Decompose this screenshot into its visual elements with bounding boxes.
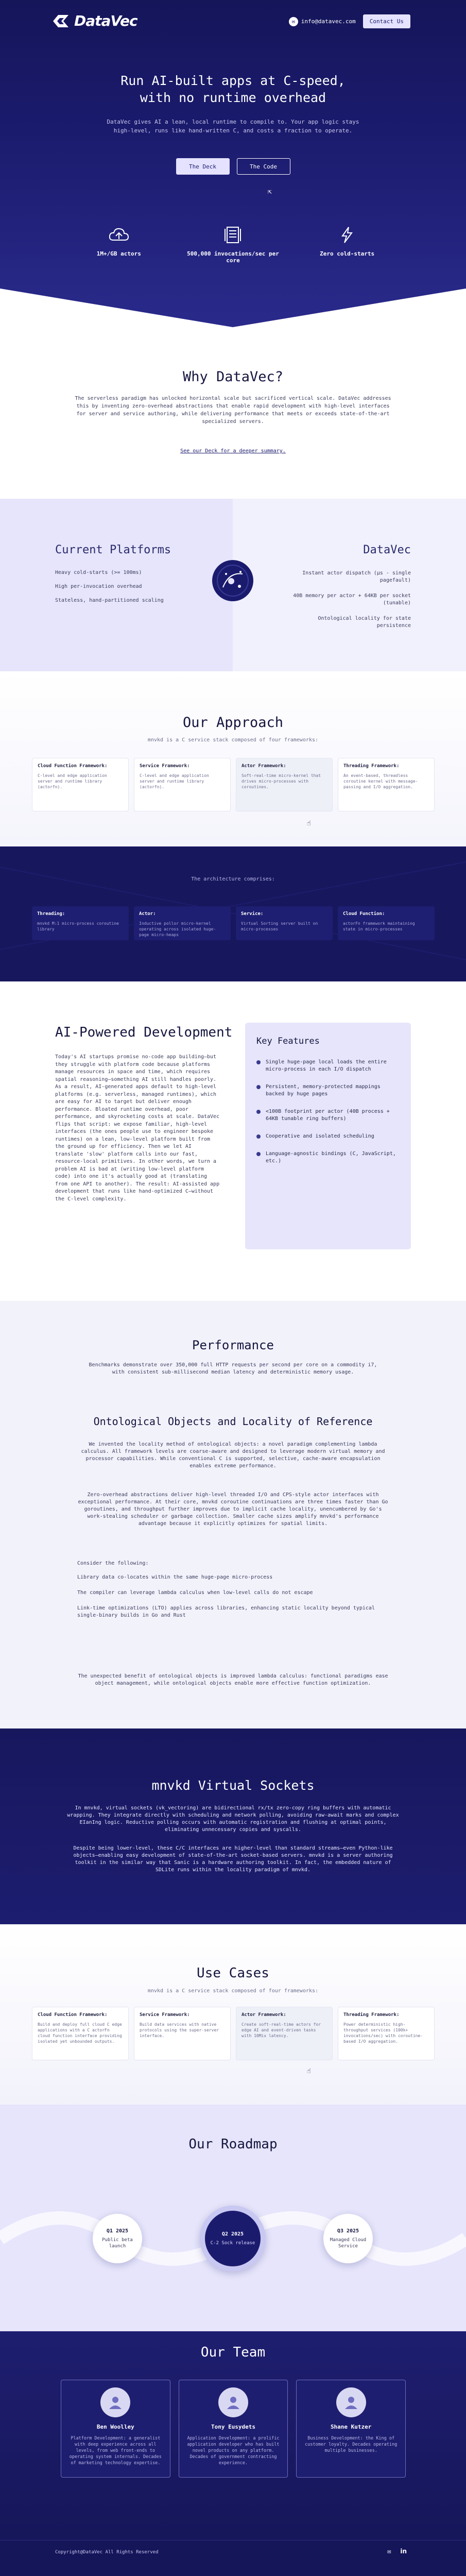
list-item: [256, 1059, 400, 1073]
arch-cards: [32, 906, 435, 940]
list-item: Heavy cold-starts (>= 100ms): [55, 570, 142, 575]
member-name: Shane Kutzer: [330, 2424, 372, 2430]
arch-card: [338, 906, 435, 940]
ontology-conclusion: The unexpected benefit of ontological objects is improved lambda calculus: functional paradigms ease object management, while ontological objects enable more effective function optimization.: [78, 1673, 388, 1686]
list-item: [256, 1108, 400, 1123]
use-case-card: [338, 2007, 435, 2060]
list-item: Library data co-locates within the same huge-page micro-process: [77, 1574, 273, 1580]
why-body: The serverless paradigm has unlocked horizontal scale but sacrificed vertical scale. DataVec addresses this by inventing zero-overhead abstractions that enable rapid development with high-level interfaces for server and service authoring, while delivering performance that meets or exceeds state-of-the-art specialized servers.: [75, 396, 391, 425]
stat-text: Zero cold-starts: [320, 250, 375, 257]
nav-logo[interactable]: [51, 12, 137, 29]
roadmap-desc: C-2 Sock release: [210, 2240, 255, 2246]
card-body: Build and deploy full cloud C edge applications with a C actorFn cloud function interface providing isolated yet unbounded outputs.: [38, 2022, 122, 2044]
team-cards: [61, 2380, 406, 2478]
card-body: An event-based, threadless coroutine kernel with message-passing and I/O aggregation.: [343, 773, 418, 789]
card-title: Threading:: [37, 911, 65, 917]
user-icon: [226, 2395, 241, 2410]
document-icon: [222, 226, 244, 244]
card-body: Create soft-real-time actors for edge AI and event-driven tasks with 10Mix latency.: [241, 2022, 321, 2038]
roadmap-desc: Managed Cloud Service: [330, 2237, 367, 2249]
approach-cards: [32, 758, 435, 811]
stat-text: 1M+/GB actors: [96, 250, 141, 257]
architecture-section: [0, 846, 466, 981]
roadmap-node-q1: [93, 2214, 142, 2263]
copyright-text: Copyright@DataVec All Rights Reserved: [55, 2550, 159, 2555]
avatar: [336, 2387, 366, 2417]
current-platforms-list: [55, 570, 164, 612]
cloud-icon: [108, 226, 130, 244]
hero-sub-line1: DataVec gives AI a lean, local runtime to compile to. Your app logic stays: [107, 118, 359, 125]
card-body: C-level and edge application server and runtime library (actorfn).: [140, 773, 209, 789]
card-title: Threading Framework:: [343, 2012, 400, 2018]
stat-text: 500,000 invocations/sec per core: [187, 250, 279, 264]
performance-body: Benchmarks demonstrate over 350,000 full HTTP requests per second per core on a commodity i7, with consistent sub-millisecond median latency and deterministic memory usage.: [89, 1362, 377, 1375]
card-title: Service Framework:: [140, 764, 190, 769]
card-title: Actor:: [139, 911, 156, 917]
current-platforms-panel: [0, 499, 233, 671]
footer-social-icons: [387, 2548, 407, 2555]
card-body: Soft-real-time micro-kernel that drives micro-processes with coroutines.: [241, 773, 321, 789]
use-case-card: [134, 2007, 231, 2060]
pointer-cursor-icon: ☝: [307, 2067, 311, 2075]
key-features-panel: [245, 1023, 411, 1249]
user-icon: [108, 2395, 123, 2410]
use-case-card: [32, 2007, 129, 2060]
why-section: [0, 330, 466, 500]
datavec-list: [292, 570, 411, 638]
performance-title: Performance: [192, 1338, 274, 1352]
use-case-cards: [32, 2007, 435, 2060]
member-bio: Business Development: the King of customer loyalty. Decades operating multiple businesses.: [305, 2436, 398, 2453]
logo-text: DataVec: [74, 12, 137, 29]
arch-card: [32, 906, 129, 940]
card-body: Inductive pollor micro-kernel operating across isolated huge-page micro-heaps: [139, 921, 216, 937]
list-item: 40B memory per actor + 64KB per socket (tunable): [293, 593, 411, 606]
roadmap-title: Our Roadmap: [188, 2137, 278, 2152]
stat-actors: [73, 226, 165, 264]
hero-chevron-divider: [0, 278, 466, 330]
card-title: Service Framework:: [140, 2012, 190, 2018]
card-title: Actor Framework:: [241, 764, 286, 769]
card-title: Cloud Function:: [343, 911, 385, 917]
use-case-card: [236, 2007, 333, 2060]
team-title: Our Team: [200, 2345, 266, 2360]
list-item: [256, 1150, 400, 1165]
nav-email-text: info@datavec.com: [301, 18, 356, 25]
avatar: [100, 2387, 130, 2417]
the-code-button[interactable]: The Code: [237, 158, 290, 175]
approach-section: [0, 671, 466, 846]
list-item: The compiler can leverage lambda calculus when low-level calls do not escape: [77, 1590, 313, 1596]
why-title: Why DataVec?: [182, 369, 284, 385]
member-bio: Application Development: a prolific application developer who has built novel products on any platform. Decades of government contracting experience.: [187, 2436, 280, 2466]
approach-title: Our Approach: [182, 715, 284, 731]
list-item: Instant actor dispatch (µs - single pagefault): [302, 570, 411, 583]
team-member-card: [179, 2380, 288, 2478]
card-body: actorFn framework maintaining state in micro-processes: [343, 921, 415, 931]
list-item: Link-time optimizations (LTO) applies across libraries, enhancing static locality beyond typical single-binary builds in Go and Rust: [77, 1605, 375, 1618]
hero-buttons: [0, 158, 466, 175]
team-section: [0, 2331, 466, 2540]
bolt-icon: [336, 226, 358, 244]
approach-card: [338, 758, 435, 811]
stat-invocations: [186, 226, 279, 264]
list-item: [256, 1133, 400, 1140]
cosmic-emblem-icon: [209, 556, 257, 605]
datavec-panel: [233, 499, 466, 671]
hero-section: [0, 0, 466, 330]
ai-development-section: [0, 981, 466, 1301]
sockets-title: mnvkd Virtual Sockets: [151, 1778, 315, 1793]
stats-row: [0, 226, 466, 264]
datavec-title: DataVec: [363, 544, 411, 556]
arch-card: [134, 906, 231, 940]
card-title: Cloud Function Framework:: [38, 2012, 108, 2018]
approach-card: [32, 758, 129, 811]
roadmap-desc: Public beta launch: [102, 2237, 133, 2249]
list-item: High per-invocation overhead: [55, 584, 142, 589]
key-features-title: Key Features: [256, 1036, 320, 1046]
card-body: Power deterministic high-throughput services (100k+ invocations/sec) with coroutine-based I/O aggregation.: [343, 2022, 423, 2044]
use-cases-title: Use Cases: [197, 1965, 269, 1981]
ai-body: Today's AI startups promise no-code app building—but they struggle with platform code because platforms manage resources in space and time, which requires spatial reasoning—something AI still handles poorly. As a result, AI-generated apps default to high-level platforms (e.g. serverless, managed runtimes), which are easy for AI to target but deliver enough performance. Bloated runtime overhead, poor performance, and skyrocketing costs at scale. DataVec flips that script: we expose familiar, high-level interfaces (the ones people use to engineer bespoke runtimes) on a lean, low-level platform built from the ground up for efficiency. Then we let AI translate 'slow' platform calls into our fast, resource-local primitives. In other words, we turn a problem AI is bad at (writing low-level platform code) into one it's actually good at (translating from one API to another). The result: AI-assisted app development that runs like hand-optimized C—without the C-level complexity.: [55, 1054, 220, 1202]
hero-title-line2: with no runtime overhead: [140, 90, 326, 105]
approach-card: [236, 758, 333, 811]
ontology-title: Ontological Objects and Locality of Reference: [93, 1415, 373, 1428]
stat-cold-starts: [301, 226, 393, 264]
hero-sub-line2: high-level, runs like hand-written C, and costs a fraction to operate.: [113, 127, 353, 134]
ontology-body-1: We invented the locality method of ontological objects: a novel paradigm complementing lambda calculus. All framework levels are coarse-aware and designed to leverage modern virtual memory and processor capabilities. While conventional C is supported, selective, cache-aware encapsulation enables extreme performance.: [81, 1442, 385, 1469]
the-deck-button[interactable]: The Deck: [176, 158, 230, 175]
card-title: Service:: [241, 911, 264, 917]
hero-title-line1: Run AI-built apps at C-speed,: [120, 73, 346, 88]
hero-subtitle: [0, 117, 466, 135]
card-body: Virtual Sorting server built on micro-processes: [241, 921, 318, 931]
approach-subtitle: mnvkd is a C service stack composed of four frameworks:: [147, 737, 319, 743]
list-item: [256, 1083, 400, 1098]
roadmap-section: [0, 2105, 466, 2331]
list-item: Stateless, hand-partitioned scaling: [55, 598, 164, 603]
bullet-icon: [256, 1110, 261, 1114]
team-member-card: [61, 2380, 170, 2478]
current-platforms-title: Current Platforms: [55, 544, 171, 556]
card-body: C-level and edge application server and runtime library (actorfn).: [38, 773, 107, 789]
pointer-cursor-icon: ☝: [307, 820, 311, 827]
card-body: mnvkd M:1 micro-process coroutine library: [37, 921, 119, 931]
user-icon: [343, 2395, 359, 2410]
mouse-cursor-icon: ⇱: [268, 188, 272, 196]
key-features-list: [256, 1059, 400, 1165]
feature-text: <100B footprint per actor (40B process + 64KB tunable ring buffers): [266, 1109, 390, 1122]
logo-mark-icon: [51, 13, 70, 29]
contact-us-button[interactable]: Contact Us: [363, 14, 410, 28]
bullet-icon: [256, 1134, 261, 1139]
avatar: [218, 2387, 248, 2417]
arch-card: [236, 906, 333, 940]
use-cases-section: [0, 1924, 466, 2105]
ontology-body-2: Zero-overhead abstractions deliver high-level threaded I/O and CPS-style actor interfaces with exceptional performance. At their core, mnvkd coroutine continuations are three times faster than Go goroutines, and throughput further improves due to implicit cache locality, unencumbered by Go's work-stealing scheduler or garbage collection. Smaller cache sizes amplify mnvkd's performance advantage because it explicitly optimizes for spatial limits.: [78, 1492, 388, 1527]
virtual-sockets-section: [0, 1728, 466, 1924]
use-cases-subtitle: mnvkd is a C service stack composed of four frameworks:: [147, 1988, 319, 1994]
nav-right: [289, 14, 410, 28]
linkedin-icon[interactable]: in: [400, 2548, 407, 2555]
team-member-card: [296, 2380, 406, 2478]
mail-icon: ✉: [289, 17, 298, 26]
consider-label: Consider the following:: [77, 1561, 149, 1566]
list-item: Ontological locality for state persistence: [318, 616, 411, 629]
feature-text: Persistent, memory-protected mappings backed by huge pages: [266, 1084, 381, 1097]
card-title: Actor Framework:: [241, 2012, 286, 2018]
member-name: Ben Woolley: [96, 2424, 134, 2430]
bullet-icon: [256, 1085, 261, 1089]
deck-summary-link[interactable]: See our Deck for a deeper summary.: [180, 448, 286, 454]
feature-text: Language-agnostic bindings (C, JavaScript, etc.): [266, 1151, 396, 1164]
feature-text: Cooperative and isolated scheduling: [266, 1133, 374, 1139]
arch-title: The architecture comprises:: [191, 876, 275, 882]
member-name: Tony Eusydets: [211, 2424, 256, 2430]
card-title: Threading Framework:: [343, 764, 400, 769]
member-bio: Platform Development: a generalist with deep experience across all levels, from web front-ends to operating system internals. Decades of marketing technology expertise.: [69, 2436, 162, 2466]
mail-icon[interactable]: ✉: [387, 2548, 391, 2555]
sockets-body-2: Despite being lower-level, these C/C interfaces are higher-level than standard streams—even Python-like objects—enabling easy development of state-of-the-art socket-based servers. mnvkd is a server authoring toolkit in the similar way that Sanic is a hardware authoring toolkit. In fact, the embedded nature of SDLite runs within the locality paradigm of mnvkd.: [73, 1845, 393, 1873]
nav-email-link[interactable]: [289, 17, 356, 26]
bullet-icon: [256, 1152, 261, 1156]
card-body: Build data services with native protocols using the super-server interface.: [140, 2022, 219, 2038]
roadmap-node-q2: [200, 2206, 266, 2272]
roadmap-node-q3: [323, 2214, 373, 2263]
bullet-icon: [256, 1060, 261, 1064]
ai-title: AI-Powered Development: [55, 1025, 233, 1040]
hero-title: [0, 72, 466, 106]
roadmap-quarter: Q1 2025: [106, 2228, 129, 2234]
approach-card: [134, 758, 231, 811]
roadmap-quarter: Q3 2025: [337, 2228, 359, 2234]
performance-section: [0, 1301, 466, 1728]
footer: [0, 2540, 466, 2576]
roadmap-quarter: Q2 2025: [221, 2231, 244, 2237]
feature-text: Single huge-page local loads the entire micro-process in each I/O dispatch: [266, 1059, 387, 1072]
sockets-body-1: In mnvkd, virtual sockets (vk_vectoring) are bidirectional rx/tx zero-copy ring buffers with automatic wrapping. They integrate directly with scheduling and network polling, avoiding raw-await marks and complex EIanIng logic. Reductive polling occurs with automatic registration and flushing at optimal points, eliminating unnecessary copies and syscalls.: [67, 1805, 399, 1833]
card-title: Cloud Function Framework:: [38, 764, 108, 769]
